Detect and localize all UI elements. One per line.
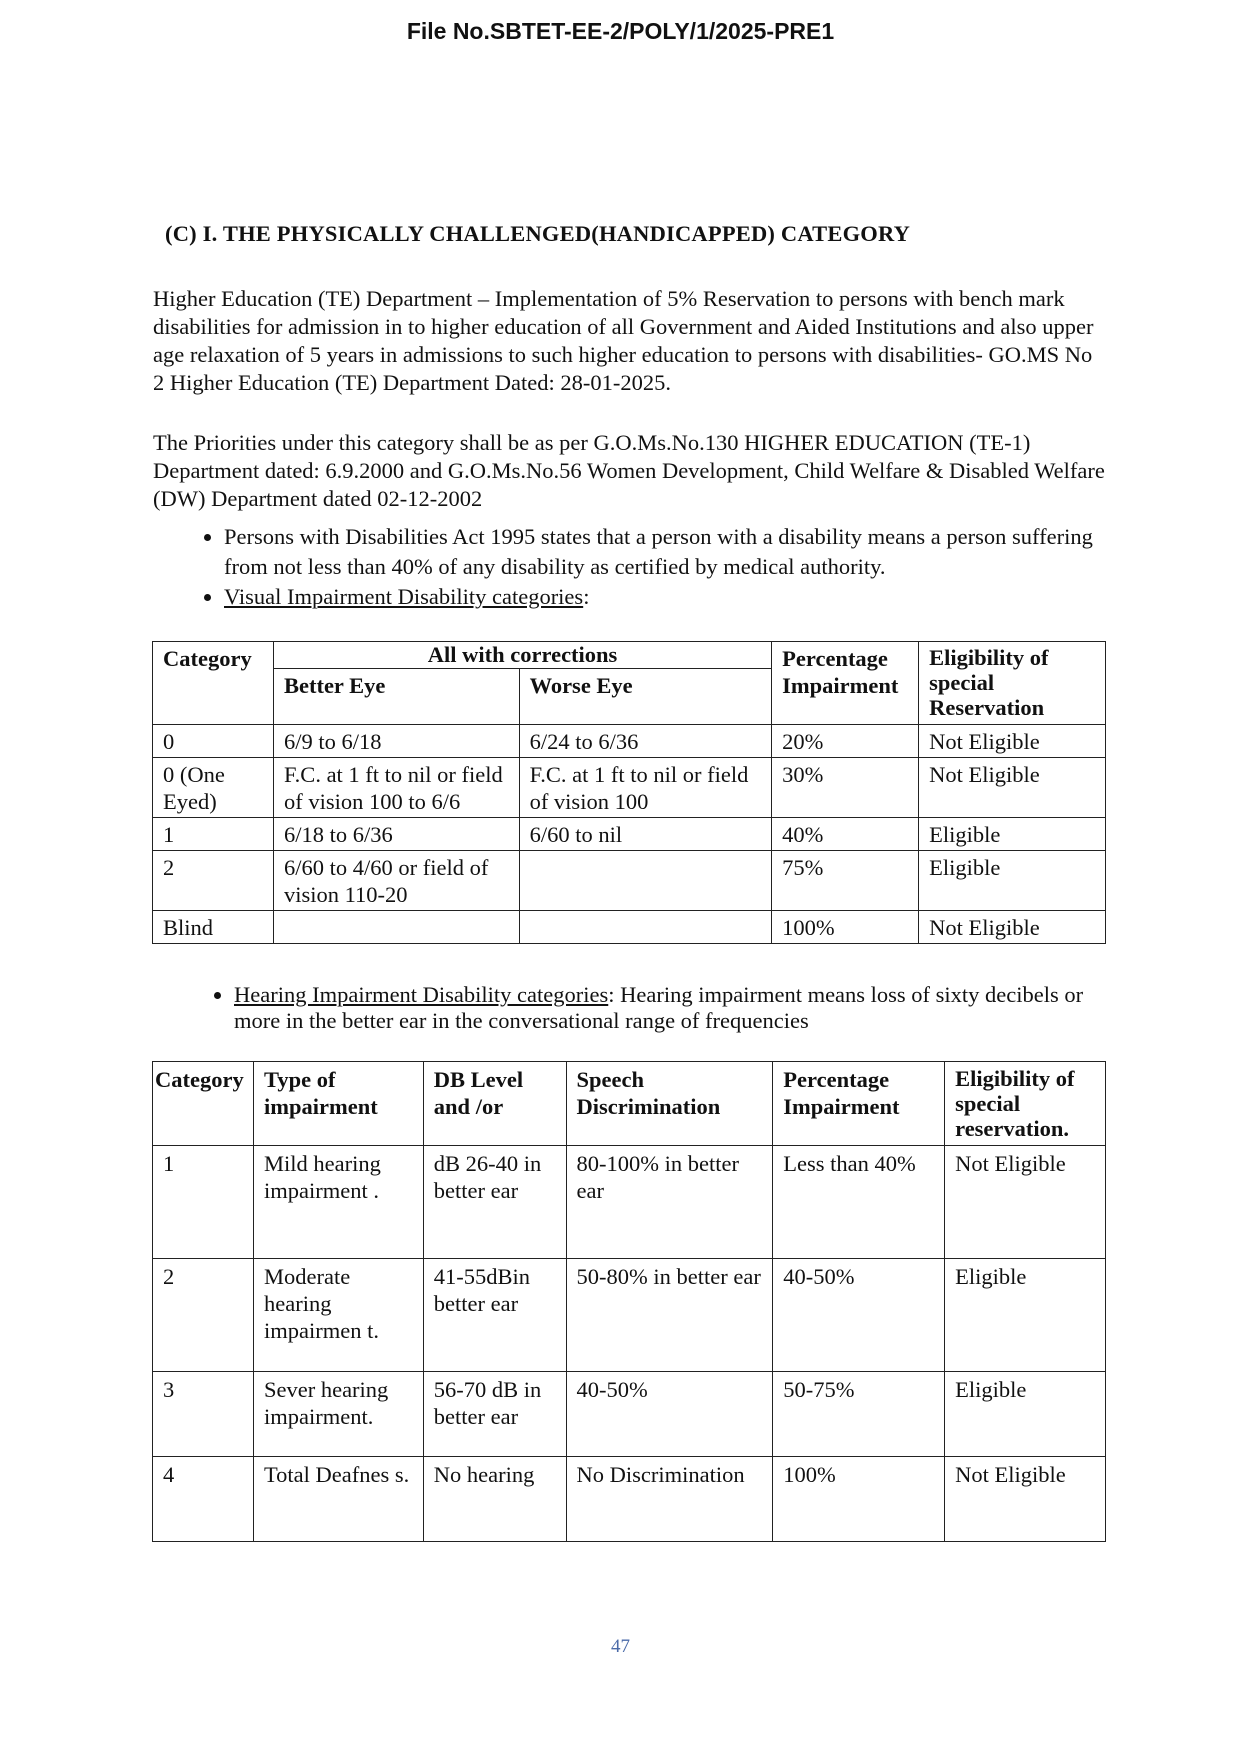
cell: Not Eligible bbox=[919, 758, 1106, 818]
hearing-impairment-table bbox=[152, 1061, 1106, 1542]
cell: Not Eligible bbox=[945, 1457, 1106, 1542]
header-speech-discrimination: Speech Discrimination bbox=[566, 1062, 773, 1146]
header-worse-eye: Worse Eye bbox=[519, 669, 772, 725]
cell: Eligible bbox=[919, 818, 1106, 851]
cell: 75% bbox=[772, 851, 919, 911]
cell: 40-50% bbox=[773, 1259, 945, 1372]
table-row bbox=[153, 1457, 1106, 1542]
cell: 6/18 to 6/36 bbox=[273, 818, 519, 851]
header-eligibility: Eligibility of special reservation. bbox=[945, 1062, 1106, 1146]
cell: No Discrimination bbox=[566, 1457, 773, 1542]
cell: 50-80% in better ear bbox=[566, 1259, 773, 1372]
cell: 6/9 to 6/18 bbox=[273, 725, 519, 758]
cell: Not Eligible bbox=[945, 1146, 1106, 1259]
cell: Moderate hearing impairmen t. bbox=[253, 1259, 423, 1372]
cell: 30% bbox=[772, 758, 919, 818]
cell: dB 26-40 in better ear bbox=[423, 1146, 566, 1259]
cell: Eligible bbox=[945, 1259, 1106, 1372]
cell bbox=[519, 911, 772, 944]
cell: 41-55dBin better ear bbox=[423, 1259, 566, 1372]
cell: Not Eligible bbox=[919, 911, 1106, 944]
table-row bbox=[153, 851, 1106, 911]
cell: 6/60 to 4/60 or field of vision 110-20 bbox=[273, 851, 519, 911]
cell: 20% bbox=[772, 725, 919, 758]
table-row bbox=[153, 1146, 1106, 1259]
cell: 40-50% bbox=[566, 1372, 773, 1457]
cell: 40% bbox=[772, 818, 919, 851]
table-row bbox=[153, 758, 1106, 818]
cell: 2 bbox=[153, 851, 274, 911]
cell: F.C. at 1 ft to nil or field of vision 100 to 6/6 bbox=[273, 758, 519, 818]
cell: Total Deafnes s. bbox=[253, 1457, 423, 1542]
bullet-list-hearing bbox=[200, 982, 1114, 1034]
cell: 80-100% in better ear bbox=[566, 1146, 773, 1259]
cell: Eligible bbox=[945, 1372, 1106, 1457]
section-heading: (C) I. THE PHYSICALLY CHALLENGED(HANDICAPPED) CATEGORY bbox=[165, 221, 911, 246]
cell: F.C. at 1 ft to nil or field of vision 100 bbox=[519, 758, 772, 818]
cell: 0 (One Eyed) bbox=[153, 758, 274, 818]
table-row bbox=[153, 1372, 1106, 1457]
cell: 100% bbox=[772, 911, 919, 944]
bullet-hearing-categories bbox=[234, 982, 1114, 1034]
visual-categories-heading: Visual Impairment Disability categories bbox=[224, 584, 584, 609]
paragraph-go-ms-2: Higher Education (TE) Department – Implementation of 5% Reservation to persons with bench mark disabilities for admission in to higher education of all Government and Aided Institutions and also upper age relaxation of 5 years in admissions to such higher education to persons with disabilities- GO.MS No 2 Higher Education (TE) Department Dated: 28-01-2025. bbox=[153, 286, 1094, 395]
header-all-with-corrections: All with corrections bbox=[273, 642, 771, 669]
table-row bbox=[153, 725, 1106, 758]
cell: Less than 40% bbox=[773, 1146, 945, 1259]
table-row bbox=[153, 818, 1106, 851]
cell: 6/24 to 6/36 bbox=[519, 725, 772, 758]
cell bbox=[273, 911, 519, 944]
header-category: Category bbox=[153, 642, 274, 725]
bullet-visual-categories bbox=[224, 582, 1104, 612]
visual-categories-colon: : bbox=[583, 584, 590, 609]
file-number-header: File No.SBTET-EE-2/POLY/1/2025-PRE1 bbox=[406, 18, 835, 44]
page-number: 47 bbox=[611, 1636, 630, 1657]
cell: 1 bbox=[153, 1146, 254, 1259]
cell bbox=[519, 851, 772, 911]
header-category: Category bbox=[153, 1062, 254, 1146]
cell: Blind bbox=[153, 911, 274, 944]
cell: 4 bbox=[153, 1457, 254, 1542]
cell: 6/60 to nil bbox=[519, 818, 772, 851]
cell: 100% bbox=[773, 1457, 945, 1542]
cell: Sever hearing impairment. bbox=[253, 1372, 423, 1457]
cell: 1 bbox=[153, 818, 274, 851]
cell: Mild hearing impairment . bbox=[253, 1146, 423, 1259]
cell: 2 bbox=[153, 1259, 254, 1372]
hearing-categories-heading: Hearing Impairment Disability categories bbox=[234, 982, 609, 1007]
visual-impairment-table bbox=[152, 641, 1106, 944]
table-header-row bbox=[153, 1062, 1106, 1146]
cell: 0 bbox=[153, 725, 274, 758]
cell: Not Eligible bbox=[919, 725, 1106, 758]
bullet-list-visual bbox=[190, 522, 1104, 612]
header-eligibility: Eligibility of special Reservation bbox=[919, 642, 1106, 725]
cell: 3 bbox=[153, 1372, 254, 1457]
table-row bbox=[153, 911, 1106, 944]
paragraph-priorities: The Priorities under this category shall be as per G.O.Ms.No.130 HIGHER EDUCATION (TE-1) Department dated: 6.9.2000 and G.O.Ms.No.56 Women Development, Child Welfare & Disabled Welfare (DW) Department dated 02-12-2002 bbox=[153, 430, 1105, 511]
table-header-row bbox=[153, 642, 1106, 669]
cell: Eligible bbox=[919, 851, 1106, 911]
hearing-categories-description: : Hearing impairment means loss of sixty decibels or more in the better ear in the conversational range of frequencies bbox=[234, 982, 1084, 1033]
table-row bbox=[153, 1259, 1106, 1372]
cell: 50-75% bbox=[773, 1372, 945, 1457]
header-type-of-impairment: Type of impairment bbox=[253, 1062, 423, 1146]
cell: No hearing bbox=[423, 1457, 566, 1542]
header-db-level: DB Level and /or bbox=[423, 1062, 566, 1146]
header-percentage: Percentage Impairment bbox=[773, 1062, 945, 1146]
header-better-eye: Better Eye bbox=[273, 669, 519, 725]
header-percentage: Percentage Impairment bbox=[772, 642, 919, 725]
bullet-pwd-act: • Persons with Disabilities Act 1995 states that a person with a disability means a person suffering from not less than 40% of any disability as certified by medical authority. bbox=[224, 522, 1104, 582]
cell: 56-70 dB in better ear bbox=[423, 1372, 566, 1457]
